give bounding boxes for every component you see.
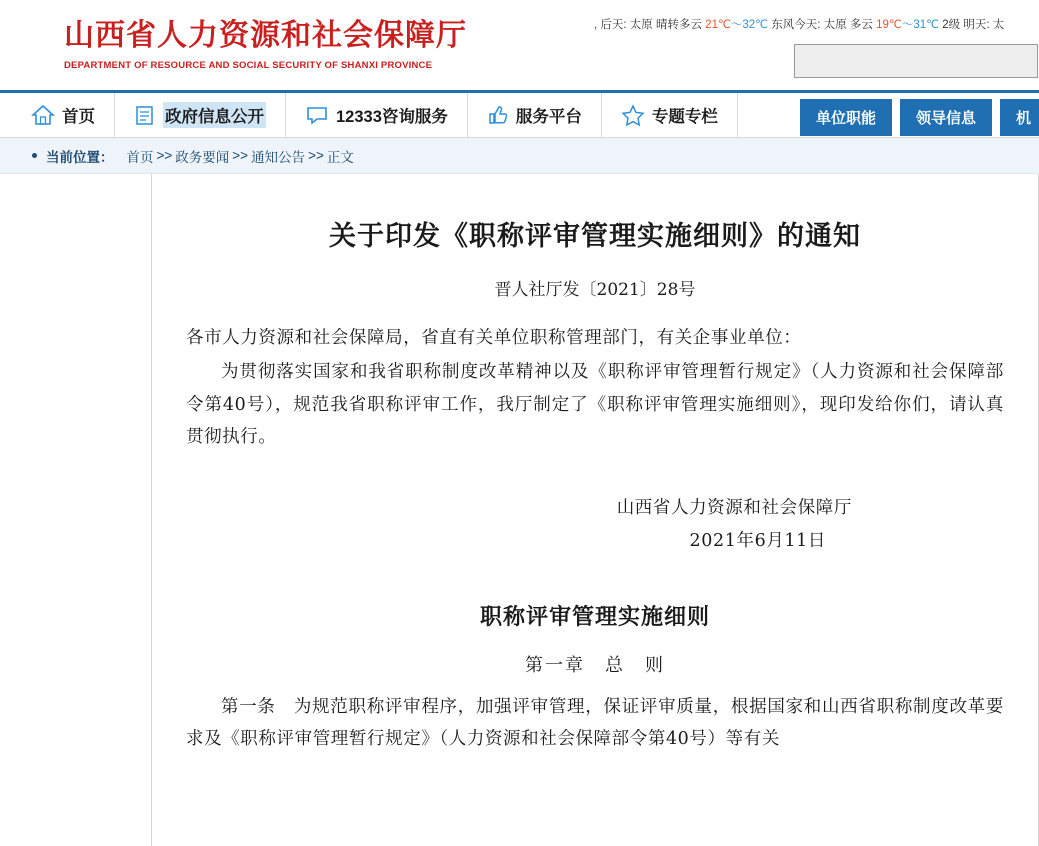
weather-sep-2: ～	[901, 19, 914, 31]
weather-sep-1: ～	[730, 19, 743, 31]
nav-item-12333-label: 12333咨询服务	[336, 108, 448, 126]
page-title: 关于印发《职称评审管理实施细则》的通知	[329, 221, 861, 252]
breadcrumb-item-news[interactable]: 政务要闻	[175, 149, 230, 165]
weather-text-2: 东风今天: 太原 多云	[768, 19, 877, 31]
document-signature-block	[186, 492, 1004, 559]
breadcrumb	[0, 138, 1039, 174]
home-icon	[31, 104, 55, 126]
weather-low-1: 32℃	[742, 19, 769, 31]
nav-divider	[114, 93, 115, 137]
weather-strip	[594, 16, 1039, 32]
document-paragraph: 为贯彻落实国家和我省职称制度改革精神以及《职称评审管理暂行规定》（人力资源和社会保障部令第40号），规范我省职称评审工作，我厅制定了《职称评审管理实施细则》，现印发给你们，请认真贯彻执行。	[186, 362, 1004, 448]
nav-item-home[interactable]	[14, 93, 112, 137]
site-header	[0, 0, 1039, 90]
signature-date: 2021年6月11日	[689, 530, 826, 551]
site-logo[interactable]	[64, 10, 484, 71]
nav-item-special-topics[interactable]	[604, 93, 735, 137]
weather-high-2: 19℃	[876, 19, 902, 31]
star-icon	[621, 104, 645, 127]
nav-divider	[285, 93, 286, 137]
nav-item-special-topics-label: 专题专栏	[651, 108, 718, 126]
content-area	[0, 174, 1039, 846]
weather-high-1: 21℃	[705, 19, 731, 31]
nav-button-leader-info[interactable]: 领导信息	[900, 99, 992, 136]
breadcrumb-item-notice[interactable]: 通知公告	[251, 149, 306, 165]
document-paragraph: 各市人力资源和社会保障局，省直有关单位职称管理部门，有关企事业单位：	[186, 328, 802, 348]
nav-item-government-info[interactable]	[117, 93, 283, 137]
breadcrumb-label: 当前位置：	[46, 149, 114, 165]
breadcrumb-separator: >>	[232, 148, 249, 163]
breadcrumb-item-home[interactable]: 首页	[126, 149, 154, 165]
signature-organization: 山西省人力资源和社会保障厅	[616, 497, 852, 518]
breadcrumb-separator: >>	[308, 148, 324, 163]
weather-low-2: 31℃	[913, 19, 940, 31]
nav-item-home-label: 首页	[62, 108, 95, 126]
nav-divider	[601, 93, 602, 137]
document-icon	[134, 104, 156, 126]
search-input[interactable]	[794, 44, 1038, 78]
logo-title-cn: 山西省人力资源和社会保障厅	[64, 18, 467, 53]
nav-button-organization[interactable]: 机	[1000, 99, 1039, 136]
nav-item-12333[interactable]	[288, 93, 465, 137]
document-chapter-heading: 第一章 总 则	[525, 655, 665, 676]
nav-item-government-info-label: 政府信息公开	[163, 102, 266, 128]
nav-divider	[737, 93, 738, 137]
nav-button-group	[800, 99, 1039, 136]
document-paragraph: 第一条 为规范职称评审程序，加强评审管理，保证评审质量，根据国家和山西省职称制度改革要求及《职称评审管理暂行规定》（人力资源和社会保障部令第40号）等有关	[186, 697, 1004, 750]
document-number: 晋人社厅发〔2021〕28号	[494, 280, 696, 300]
nav-item-service-platform-label: 服务平台	[515, 108, 582, 126]
nav-item-service-platform[interactable]	[470, 93, 599, 137]
logo-title-en: DEPARTMENT OF RESOURCE AND SOCIAL SECURITY OF SHANXI PROVINCE	[64, 60, 433, 71]
chat-icon	[305, 104, 329, 126]
breadcrumb-item-current: 正文	[326, 149, 354, 165]
weather-text-3: 2级 明天: 太	[939, 19, 1005, 31]
bullet-icon	[32, 153, 37, 158]
document-subtitle: 职称评审管理实施细则	[479, 604, 710, 630]
thumbs-up-icon	[487, 104, 509, 126]
breadcrumb-separator: >>	[156, 148, 173, 163]
nav-divider	[467, 93, 468, 137]
nav-button-unit-functions[interactable]: 单位职能	[800, 99, 892, 136]
main-navigation	[0, 90, 1039, 138]
document-body	[152, 174, 1038, 846]
weather-text-1: , 后天: 太原 晴转多云	[594, 19, 706, 31]
